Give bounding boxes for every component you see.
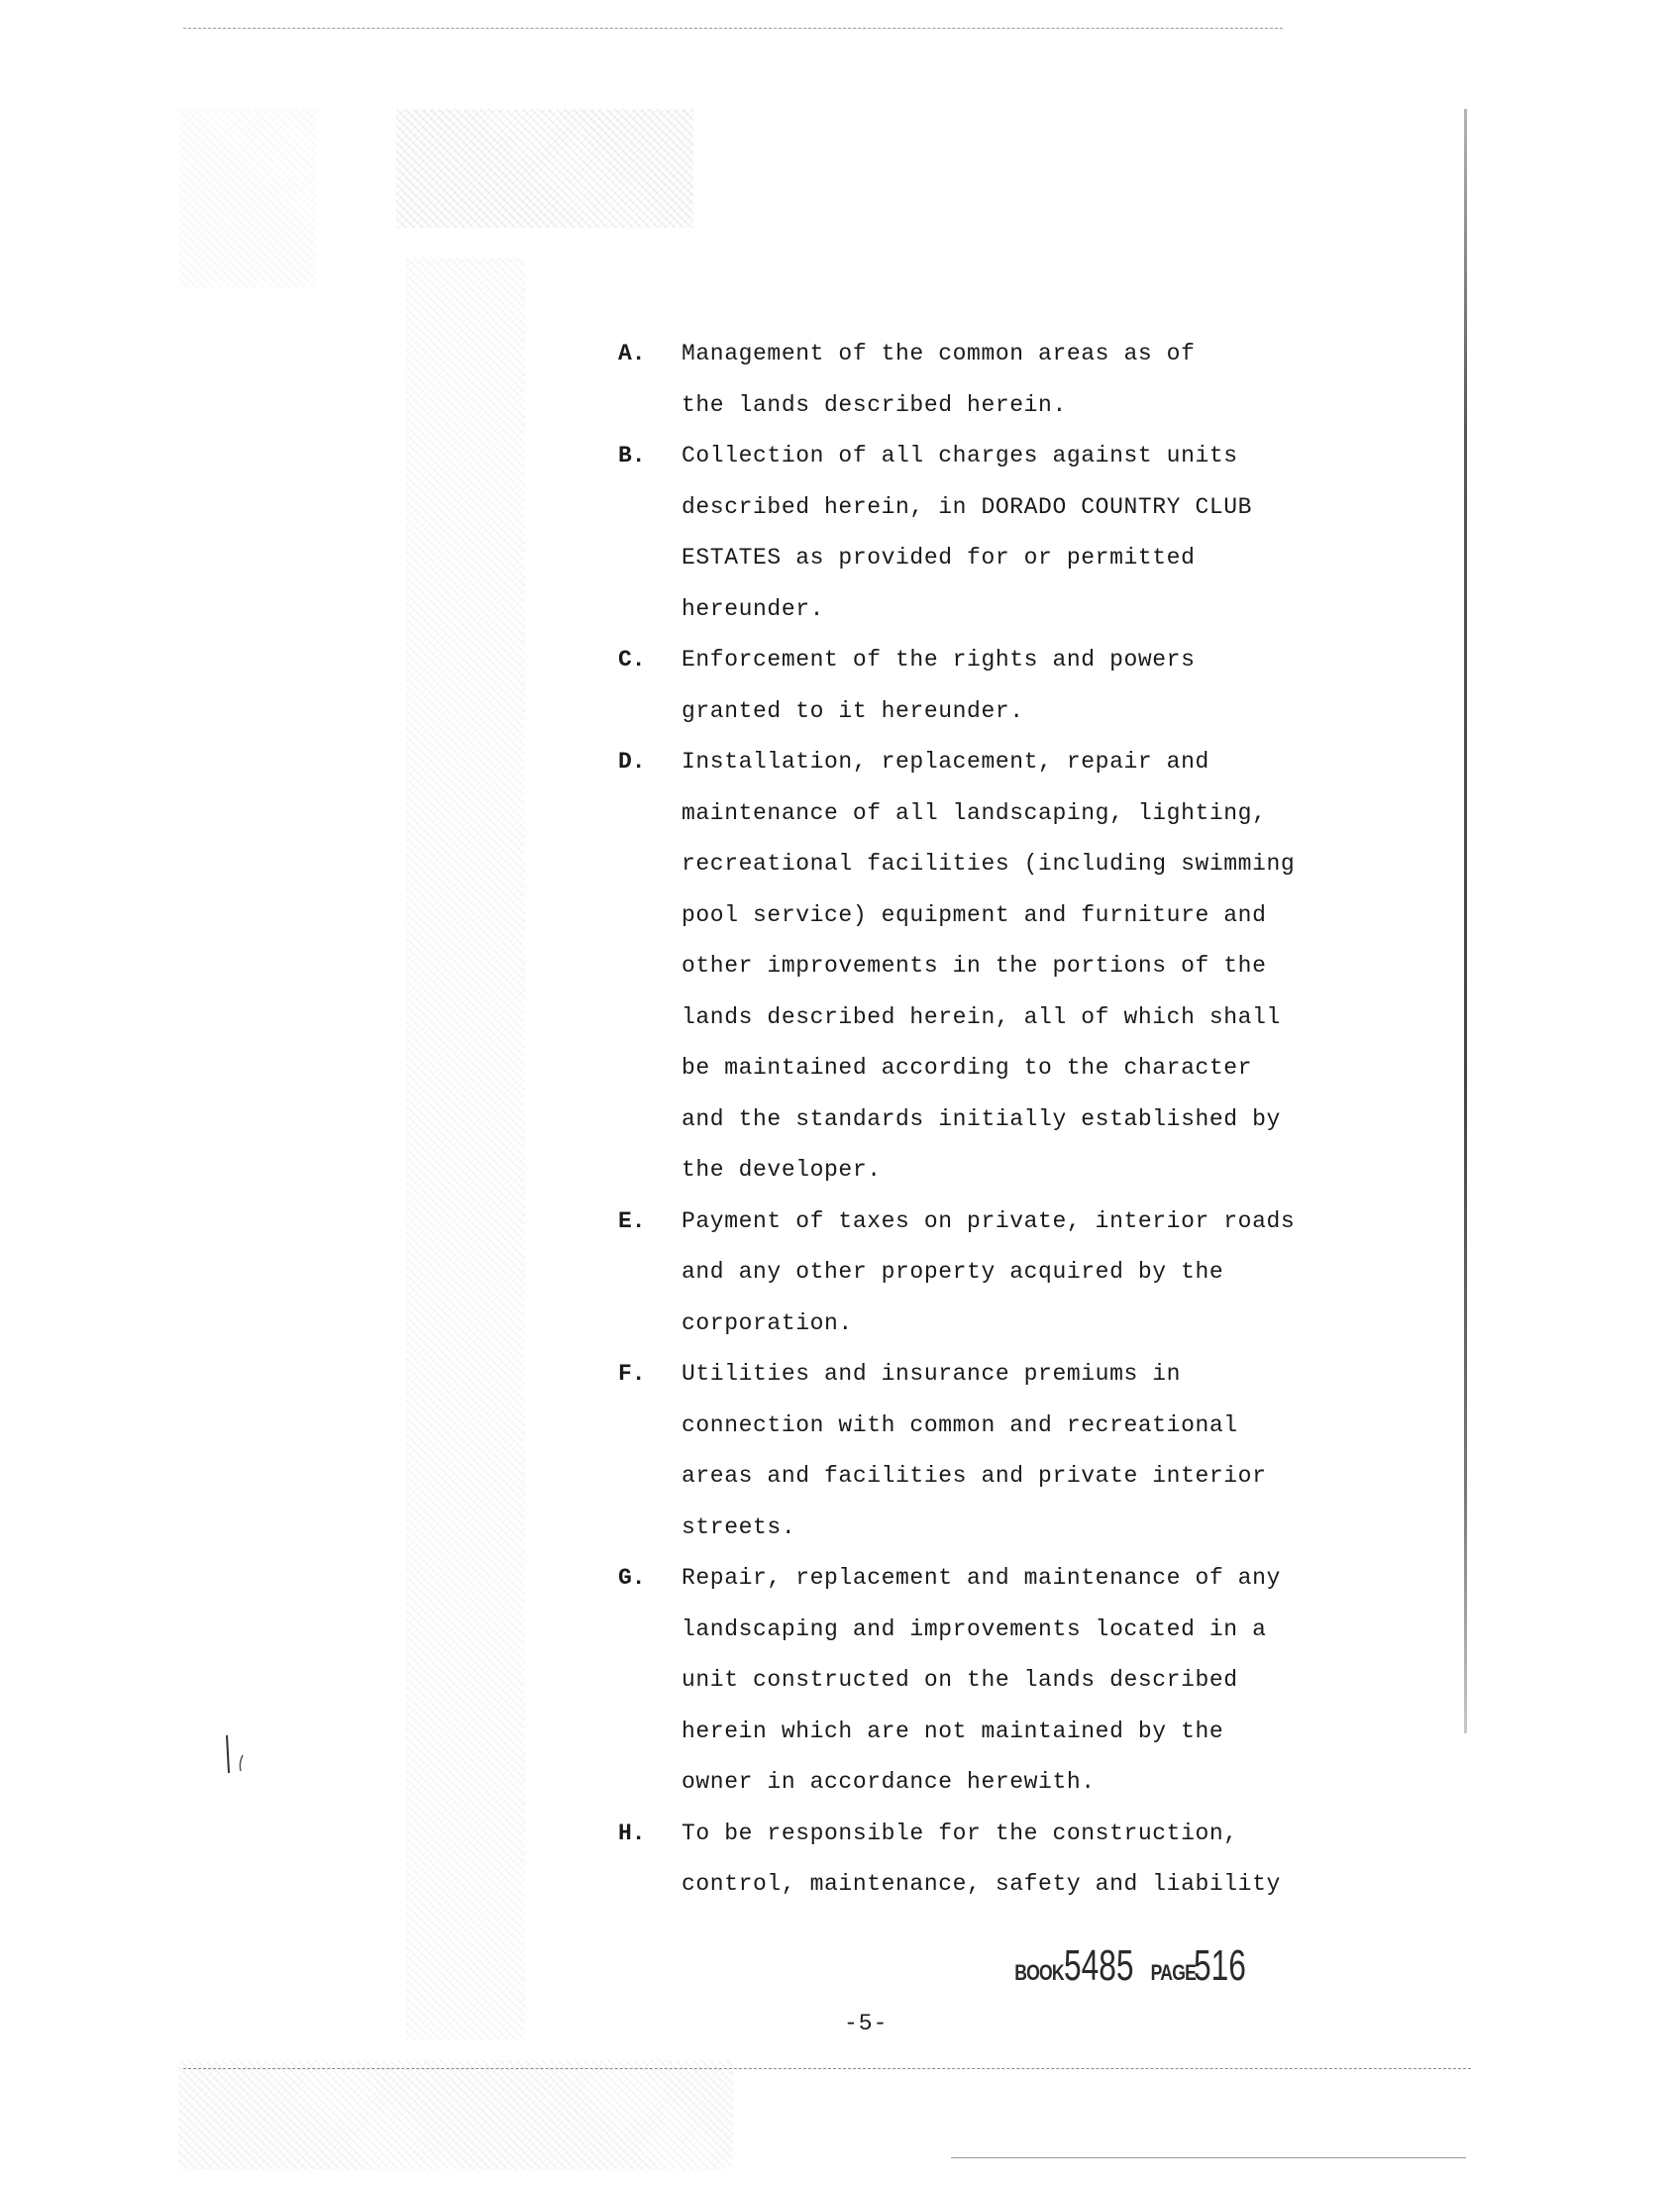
scan-noise xyxy=(396,109,693,228)
scan-edge-bottom-right xyxy=(951,2157,1466,2158)
book-page-stamp xyxy=(1008,1941,1266,1991)
scan-noise xyxy=(406,258,525,2040)
clause-item xyxy=(614,1197,1367,1350)
clause-item xyxy=(614,1809,1367,1911)
scan-noise xyxy=(178,109,317,287)
clause-item xyxy=(614,737,1367,1197)
clause-item xyxy=(614,431,1367,635)
clause-text: Payment of taxes on private, interior roads and any other property acquired by the corporation. xyxy=(682,1207,1296,1336)
clause-text: Utilities and insurance premiums in connection with common and recreational areas and facilities and private interior streets. xyxy=(682,1361,1267,1540)
stamp-page-number: 516 xyxy=(1194,1941,1246,1990)
clause-list xyxy=(614,329,1367,1911)
clause-letter: A. xyxy=(618,341,646,366)
clause-letter: H. xyxy=(618,1820,646,1846)
stamp-book-number: 5485 xyxy=(1064,1941,1134,1990)
clause-letter: D. xyxy=(618,749,646,775)
clause-item xyxy=(614,1553,1367,1809)
clause-letter: F. xyxy=(618,1361,646,1387)
clause-text: Repair, replacement and maintenance of any landscaping and improvements located in a unit constructed on the lands described herein which are not maintained by the owner in accordance herewith. xyxy=(682,1565,1281,1795)
stamp-page-label: PAGE xyxy=(1151,1960,1197,1985)
scan-noise xyxy=(178,2060,733,2169)
clause-letter: E. xyxy=(618,1207,646,1234)
clause-letter: G. xyxy=(618,1565,646,1591)
scan-edge-top xyxy=(183,28,1283,29)
clause-text: To be responsible for the construction, control, maintenance, safety and liability xyxy=(682,1820,1281,1897)
scan-edge-right xyxy=(1464,109,1467,1733)
page-number: -5- xyxy=(844,2011,889,2036)
clause-text: Enforcement of the rights and powers granted to it hereunder. xyxy=(682,647,1196,724)
clause-letter: C. xyxy=(618,647,646,673)
clause-text: Collection of all charges against units described herein, in DORADO COUNTRY CLUB ESTATES as provided for or permitted hereunder. xyxy=(682,443,1253,622)
clause-item xyxy=(614,329,1367,431)
clause-text: Installation, replacement, repair and maintenance of all landscaping, lighting, recreational facilities (including swimming pool service) equipment and furniture and other improvements in the portions of the lands described herein, all of which shall be maintained according to the character and the standards initially established by the developer. xyxy=(682,749,1296,1183)
clause-item xyxy=(614,1349,1367,1553)
clause-text: Management of the common areas as of the lands described herein. xyxy=(682,341,1196,418)
clause-item xyxy=(614,635,1367,737)
clause-letter: B. xyxy=(618,443,646,469)
stamp-book-label: BOOK xyxy=(1014,1960,1064,1985)
margin-pen-mark xyxy=(223,1733,247,1783)
